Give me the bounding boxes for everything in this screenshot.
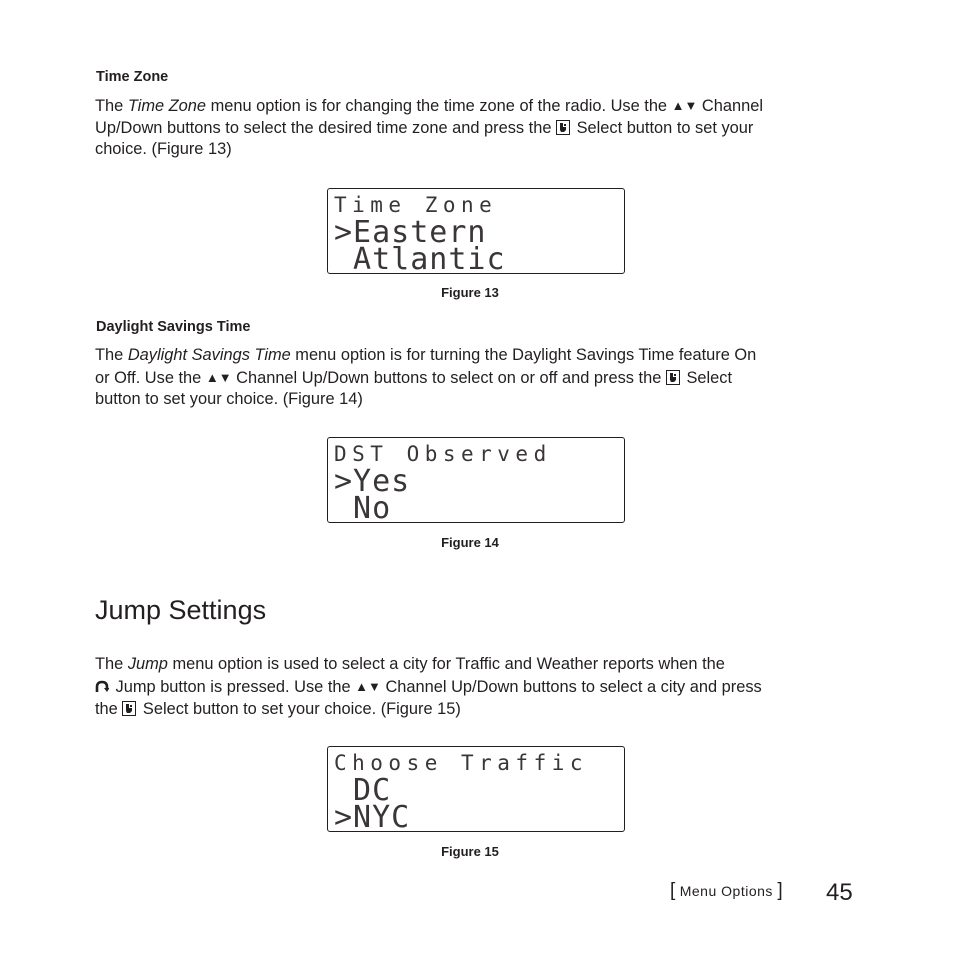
- text-run: The: [95, 97, 128, 115]
- lcd-display-figure-15: [327, 746, 625, 835]
- text-run: The: [95, 655, 128, 673]
- lcd-line-1: Choose Traffic: [334, 751, 589, 775]
- page-number: 45: [826, 879, 853, 906]
- lcd-line-3: No: [334, 491, 392, 526]
- text-run: menu option is used to select a city for Traffic and Weather reports when the: [167, 655, 725, 673]
- text-run: Jump button is pressed. Use the: [111, 677, 356, 696]
- jump-paragraph: [95, 654, 865, 721]
- text-run: menu option is for changing the time zone of the radio. Use the: [206, 97, 672, 115]
- lcd-line-2: >Yes: [334, 464, 411, 499]
- emphasis-text: Time Zone: [127, 97, 207, 115]
- text-run: Channel Up/Down buttons to select a city and press: [380, 677, 762, 696]
- text-run: Up/Down buttons to select the desired time zone and press the: [95, 118, 557, 137]
- text-run: button to set your choice. (Figure 14): [95, 390, 363, 408]
- text-run: the: [95, 700, 123, 718]
- select-button-icon: [556, 120, 570, 135]
- lcd-line-2: >Eastern: [334, 215, 487, 250]
- lcd-line-1: Time Zone: [334, 193, 498, 217]
- footer-open-bracket: [: [670, 880, 676, 901]
- text-run: Select button to set your: [572, 118, 754, 137]
- text-run: Channel: [697, 97, 763, 115]
- footer-close-bracket: ]: [777, 880, 783, 901]
- lcd-line-1: DST Observed: [334, 442, 552, 466]
- text-run: Select: [681, 368, 732, 387]
- text-run: menu option is for turning the Daylight Savings Time feature On: [290, 346, 757, 364]
- dst-paragraph: [95, 345, 865, 411]
- lcd-display-figure-14: [327, 437, 625, 526]
- text-run: The: [95, 346, 128, 364]
- section-heading-dst: Daylight Savings Time: [96, 319, 251, 335]
- text-run: Select button to set your choice. (Figure 15): [138, 700, 461, 718]
- up-down-arrows-icon: ▲▼: [205, 369, 232, 385]
- lcd-line-2: DC: [334, 773, 392, 808]
- lcd-display-figure-13: [327, 188, 625, 277]
- section-heading-jump-settings: Jump Settings: [95, 595, 267, 625]
- jump-arrow-icon: [95, 678, 109, 700]
- text-run: Channel Up/Down buttons to select on or off and press the: [231, 368, 666, 387]
- footer-section-name: Menu Options: [679, 883, 773, 899]
- emphasis-text: Jump: [127, 655, 168, 673]
- text-run: or Off. Use the: [95, 368, 206, 387]
- page-footer: [670, 880, 783, 902]
- text-run: choice. (Figure 13): [95, 140, 232, 158]
- select-button-icon: [122, 701, 136, 716]
- up-down-arrows-icon: ▲▼: [355, 678, 381, 694]
- time-zone-paragraph: [95, 95, 865, 161]
- lcd-line-3: Atlantic: [334, 242, 506, 277]
- emphasis-text: Daylight Savings Time: [127, 346, 291, 364]
- figure-caption-15: Figure 15: [441, 844, 499, 859]
- section-heading-time-zone: Time Zone: [96, 69, 169, 85]
- figure-caption-13: Figure 13: [441, 285, 499, 300]
- up-down-arrows-icon: ▲▼: [671, 98, 698, 113]
- select-button-icon: [666, 370, 680, 385]
- figure-caption-14: Figure 14: [441, 535, 499, 550]
- lcd-line-3: >NYC: [334, 800, 411, 835]
